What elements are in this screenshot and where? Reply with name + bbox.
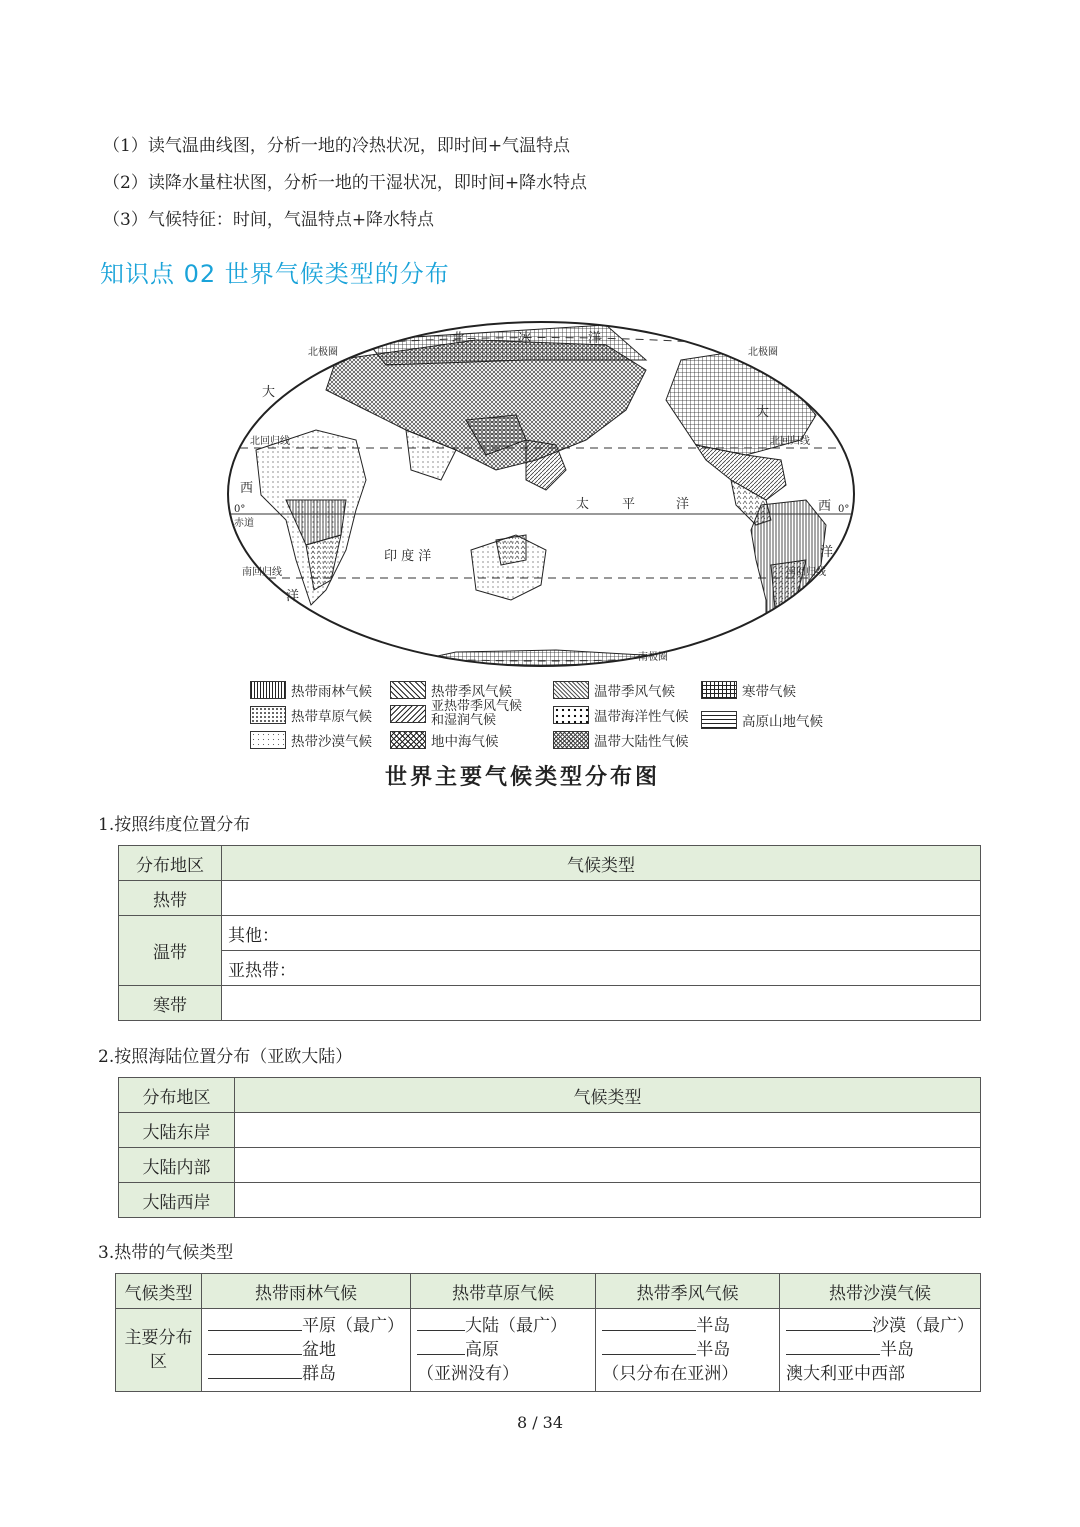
table-row: [116, 1309, 981, 1392]
blank[interactable]: [417, 1316, 465, 1331]
intro-line-3: （3）气候特征：时间，气温特点+降水特点: [103, 210, 435, 230]
cell-text: 半岛: [696, 1316, 731, 1336]
intro-line-2: （2）读降水量柱状图，分析一地的干湿状况，即时间+降水特点: [103, 173, 588, 193]
cell-text: 大陆（最广）: [465, 1316, 568, 1336]
blank[interactable]: [602, 1340, 696, 1355]
row-label: 大陆西岸: [119, 1183, 235, 1218]
label-atlantic-l3: 洋: [286, 589, 300, 604]
legend-highland: [701, 710, 823, 730]
row-label-line2: 区: [150, 1352, 168, 1372]
answer-cell-temperate-other[interactable]: [222, 916, 981, 951]
fill-line[interactable]: [417, 1314, 589, 1338]
fill-line[interactable]: [786, 1314, 974, 1338]
section3-title: 3.热带的气候类型: [98, 1243, 234, 1263]
intro-text: [103, 128, 587, 239]
legend-label: 高原山地气候: [742, 714, 823, 730]
cell-text: 澳大利亚中西部: [786, 1364, 905, 1384]
cell-line: [417, 1362, 589, 1386]
legend-polar: [701, 680, 796, 700]
legend-swatch-savanna: [250, 706, 286, 724]
label-atlantic-l2: 西: [240, 481, 254, 496]
header-cell: 热带沙漠气候: [780, 1274, 981, 1309]
table-row: [119, 986, 981, 1021]
label-indian-ocean: 印 度 洋: [384, 549, 432, 564]
legend-savanna: [250, 705, 372, 725]
cell-desert: [780, 1309, 981, 1392]
map-legend: [250, 678, 850, 756]
table-row: [119, 1183, 981, 1218]
cell-text: 群岛: [302, 1364, 337, 1384]
legend-swatch-polar: [701, 681, 737, 699]
map-caption: 世界主要气候类型分布图: [385, 764, 661, 790]
cell-rainforest: [202, 1309, 411, 1392]
legend-tropical-monsoon: [390, 680, 512, 700]
row-label: 大陆东岸: [119, 1113, 235, 1148]
cell-text: （只分布在亚洲）: [602, 1364, 739, 1384]
answer-cell-temperate-sub[interactable]: [222, 951, 981, 986]
cell-text: 半岛: [696, 1340, 731, 1360]
table-header-row: [119, 1078, 981, 1113]
blank[interactable]: [786, 1340, 880, 1355]
label-north-ocean-2: 冰: [518, 331, 532, 346]
header-cell: 热带草原气候: [411, 1274, 596, 1309]
world-map-svg: [226, 320, 856, 668]
row-label: 大陆内部: [119, 1148, 235, 1183]
blank[interactable]: [208, 1316, 302, 1331]
land-sea-table: [118, 1077, 981, 1218]
cell-line: [786, 1362, 974, 1386]
legend-label-line1: 亚热带季风气候: [431, 699, 523, 714]
table-row: [119, 1148, 981, 1183]
legend-label: 热带沙漠气候: [291, 734, 372, 750]
temperate-other-label: 其他：: [228, 925, 279, 946]
fill-line[interactable]: [208, 1314, 404, 1338]
cell-tropical-monsoon: [596, 1309, 780, 1392]
legend-swatch-tropical-monsoon: [390, 681, 426, 699]
fill-line[interactable]: [208, 1362, 404, 1386]
cell-savanna: [411, 1309, 596, 1392]
legend-swatch-continental: [553, 731, 589, 749]
legend-swatch-highland: [701, 711, 737, 729]
legend-label: 温带季风气候: [594, 684, 675, 700]
label-cancer-left: 北回归线: [250, 436, 290, 447]
knowledge-point-title: 知识点 02 世界气候类型的分布: [100, 260, 450, 288]
fill-line[interactable]: [786, 1338, 974, 1362]
label-zero-left: 0°: [234, 504, 246, 515]
fill-line[interactable]: [602, 1314, 773, 1338]
label-capricorn-right: 南回归线: [786, 567, 826, 578]
legend-label: 热带季风气候: [431, 684, 512, 700]
header-cell: 气候类型: [116, 1274, 202, 1309]
header-cell: 气候类型: [235, 1078, 981, 1113]
temperate-sub-label: 亚热带：: [228, 960, 296, 981]
row-label-tropical: 热带: [119, 881, 222, 916]
label-north-ocean-1: 北: [452, 331, 466, 346]
world-climate-map: [226, 320, 856, 668]
label-capricorn-left: 南回归线: [242, 567, 282, 578]
cell-text: 半岛: [880, 1340, 914, 1360]
answer-cell-frigid[interactable]: [222, 986, 981, 1021]
fill-line[interactable]: [417, 1338, 589, 1362]
table-header-row: [116, 1274, 981, 1309]
label-atlantic-l1: 大: [262, 385, 276, 400]
label-pacific-3: 洋: [676, 497, 690, 512]
row-label-distribution: [116, 1309, 202, 1392]
label-arctic-right: 北极圈: [748, 347, 778, 358]
blank[interactable]: [208, 1364, 302, 1379]
legend-swatch-maritime: [553, 706, 589, 724]
section1-title: 1.按照纬度位置分布: [98, 815, 251, 835]
header-cell: 热带季风气候: [596, 1274, 780, 1309]
header-cell: 热带雨林气候: [202, 1274, 411, 1309]
legend-subtropical: [390, 700, 522, 728]
blank[interactable]: [417, 1340, 465, 1355]
legend-continental: [553, 730, 689, 750]
legend-swatch-subtropical: [390, 705, 426, 723]
legend-label: 热带雨林气候: [291, 684, 372, 700]
legend-swatch-rainforest: [250, 681, 286, 699]
cell-text: 平原（最广）: [302, 1316, 405, 1336]
blank[interactable]: [786, 1316, 872, 1331]
cell-text: 高原: [465, 1340, 500, 1360]
label-north-ocean-3: 洋: [588, 331, 602, 346]
label-atlantic-r3: 洋: [820, 545, 834, 560]
answer-cell-tropical[interactable]: [222, 881, 981, 916]
label-arctic-left: 北极圈: [308, 347, 338, 358]
legend-rainforest: [250, 680, 372, 700]
label-cancer-right: 北回归线: [770, 436, 810, 447]
legend-label: 热带草原气候: [291, 709, 372, 725]
legend-desert: [250, 730, 372, 750]
label-atlantic-r1: 大: [756, 405, 770, 420]
label-antarctic: 南极圈: [638, 652, 668, 663]
table-row: [119, 916, 981, 951]
legend-label: 地中海气候: [431, 734, 499, 750]
blank[interactable]: [208, 1340, 302, 1355]
row-label-frigid: 寒带: [119, 986, 222, 1021]
legend-mediterranean: [390, 730, 499, 750]
row-label-temperate: 温带: [119, 916, 222, 986]
answer-cell[interactable]: [235, 1183, 981, 1218]
table-row: [119, 881, 981, 916]
cell-line: [602, 1362, 773, 1386]
legend-label: [431, 700, 522, 728]
table-row: [119, 1113, 981, 1148]
legend-label: 寒带气候: [742, 684, 796, 700]
cell-text: （亚洲没有）: [417, 1364, 520, 1384]
legend-temperate-monsoon: [553, 680, 675, 700]
intro-line-1: （1）读气温曲线图，分析一地的冷热状况，即时间+气温特点: [103, 136, 571, 156]
table-row: [119, 951, 981, 986]
blank[interactable]: [602, 1316, 696, 1331]
cell-text: 盆地: [302, 1340, 337, 1360]
label-equator: 赤道: [234, 518, 254, 529]
header-cell: 分布地区: [119, 1078, 235, 1113]
table-header-row: [119, 846, 981, 881]
page-number: 8 / 34: [516, 1413, 564, 1432]
answer-cell[interactable]: [235, 1113, 981, 1148]
label-pacific-1: 太: [576, 497, 590, 512]
legend-label-line2: 和湿润气候: [431, 713, 497, 728]
cell-text: 沙漠（最广）: [872, 1316, 974, 1336]
label-atlantic-r2: 西: [818, 499, 832, 514]
legend-swatch-mediterranean: [390, 731, 426, 749]
fill-line[interactable]: [602, 1338, 773, 1362]
legend-swatch-temperate-monsoon: [553, 681, 589, 699]
answer-cell[interactable]: [235, 1148, 981, 1183]
legend-label: 温带海洋性气候: [594, 709, 689, 725]
label-pacific-2: 平: [622, 497, 636, 512]
row-label-line1: 主要分布: [124, 1328, 193, 1348]
section2-title: 2.按照海陆位置分布（亚欧大陆）: [98, 1047, 353, 1067]
header-cell: 分布地区: [119, 846, 222, 881]
tropical-climate-table: [115, 1273, 981, 1392]
label-zero-right: 0°: [838, 504, 850, 515]
fill-line[interactable]: [208, 1338, 404, 1362]
header-cell: 气候类型: [222, 846, 981, 881]
legend-maritime: [553, 705, 689, 725]
latitude-table: [118, 845, 981, 1021]
legend-swatch-desert: [250, 731, 286, 749]
legend-label: 温带大陆性气候: [594, 734, 689, 750]
